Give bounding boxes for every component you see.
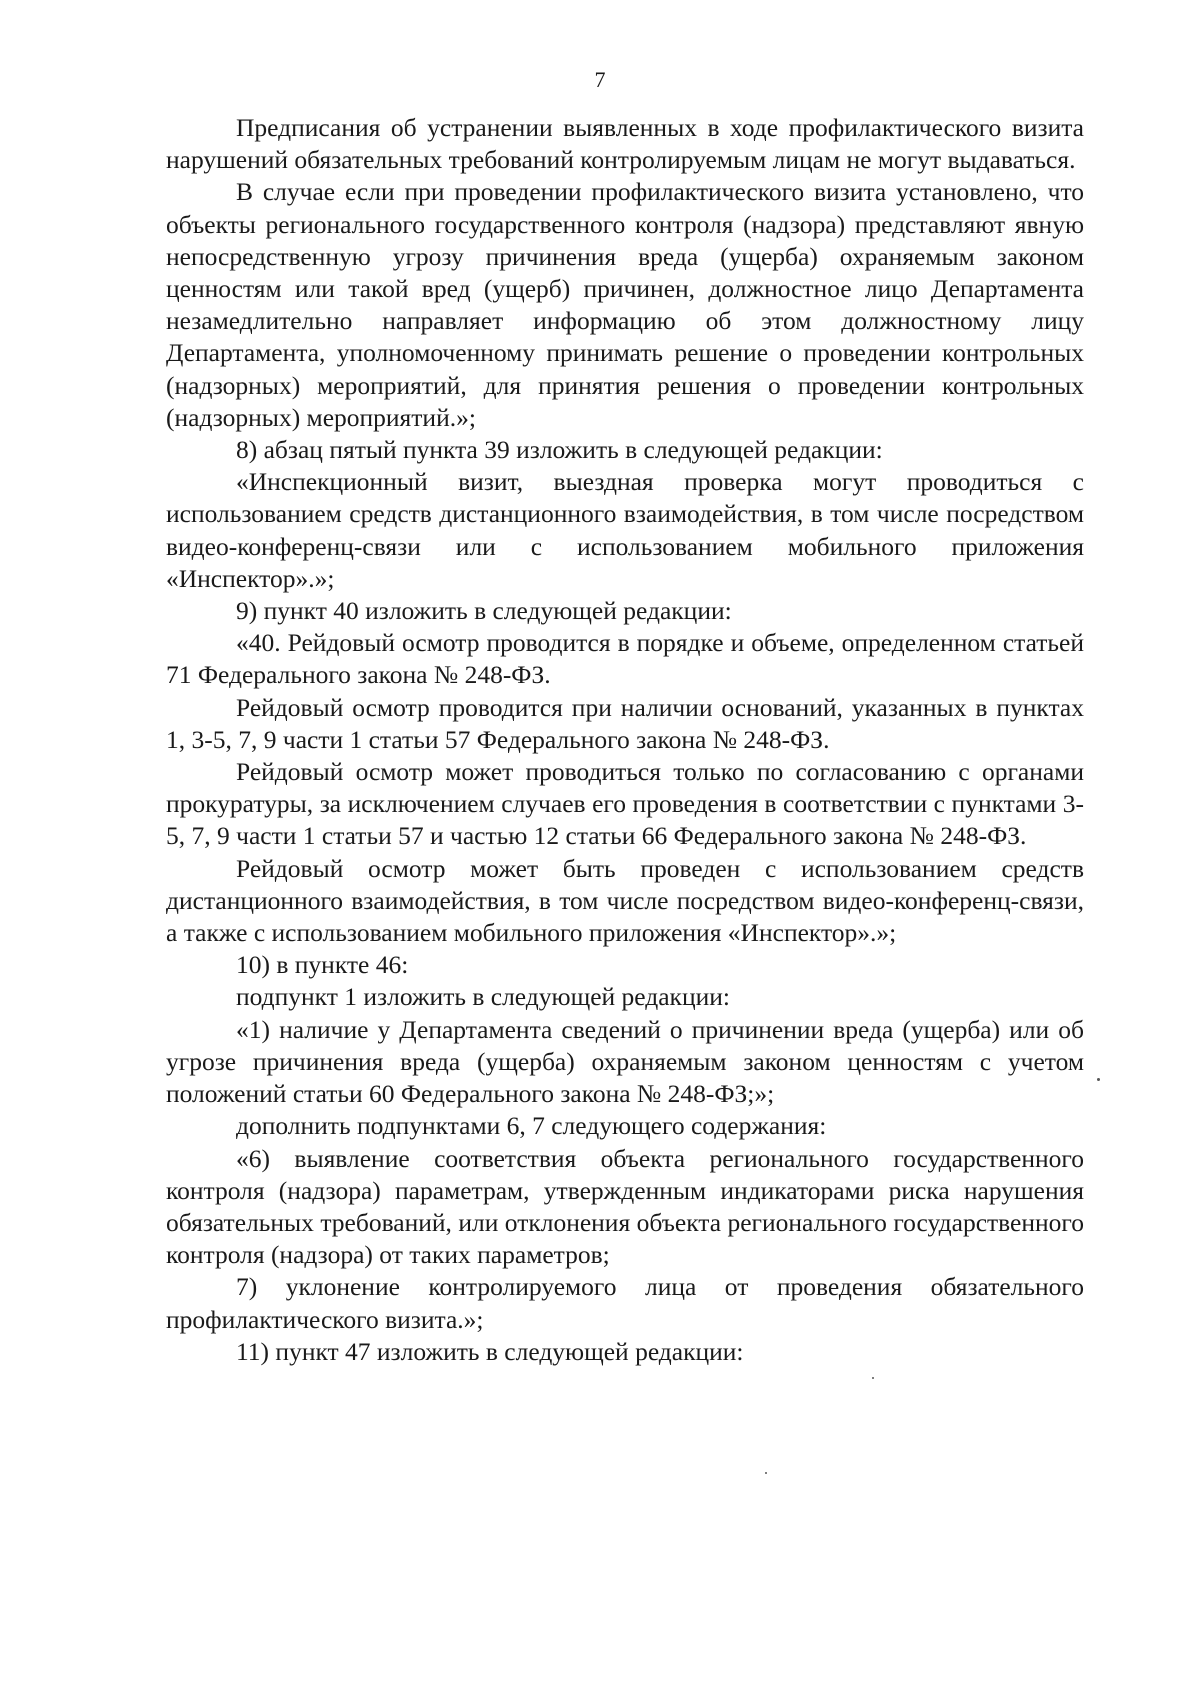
paragraph-inspection-visit: «Инспекционный визит, выездная проверка могут проводиться с использованием средств дистанционного взаимодействия, в том числе посредством видео-конференц-связи или с использованием мобильного приложения «Инспектор».»; <box>166 467 1084 593</box>
paragraph-subitem-1: «1) наличие у Департамента сведений о причинении вреда (ущерба) или об угрозе причинения вреда (ущерба) охраняемым законом ценностям с учетом положений статьи 60 Федерального закона № 248-ФЗ;»; <box>166 1014 1084 1109</box>
document-body <box>166 112 1084 1368</box>
scan-speck <box>765 1472 767 1474</box>
paragraph-item-11: 11) пункт 47 изложить в следующей редакции: <box>236 1336 744 1366</box>
paragraph-raid-grounds: Рейдовый осмотр проводится при наличии оснований, указанных в пунктах 1, 3-5, 7, 9 части 1 статьи 57 Федерального закона № 248-ФЗ. <box>166 692 1084 754</box>
scan-speck <box>1097 1078 1100 1081</box>
paragraph-prescriptions: Предписания об устранении выявленных в ходе профилактического визита нарушений обязательных требований контролируемым лицам не могут выдаваться. <box>166 113 1084 175</box>
paragraph-add-subitems: дополнить подпунктами 6, 7 следующего содержания: <box>236 1111 827 1141</box>
paragraph-subitem-1-intro: подпункт 1 изложить в следующей редакции: <box>236 982 730 1012</box>
paragraph-subitem-7: 7) уклонение контролируемого лица от проведения обязательного профилактического визита.»; <box>166 1272 1084 1334</box>
page-number: 7 <box>594 67 606 92</box>
paragraph-item-10: 10) в пункте 46: <box>236 950 409 980</box>
paragraph-item-8: 8) абзац пятый пункта 39 изложить в следующей редакции: <box>236 435 883 465</box>
scan-speck <box>872 1377 874 1379</box>
paragraph-raid-inspection-40: «40. Рейдовый осмотр проводится в порядке и объеме, определенном статьей 71 Федерального закона № 248-ФЗ. <box>166 628 1084 690</box>
paragraph-item-9: 9) пункт 40 изложить в следующей редакции: <box>236 596 732 626</box>
paragraph-raid-prosecutor: Рейдовый осмотр может проводиться только по согласованию с органами прокуратуры, за исключением случаев его проведения в соответствии с пунктами 3-5, 7, 9 части 1 статьи 57 и частью 12 статьи 66 Федерального закона № 248-ФЗ. <box>166 757 1084 851</box>
paragraph-subitem-6: «6) выявление соответствия объекта регионального государственного контроля (надзора) параметрам, утвержденным индикаторами риска нарушения обязательных требований, или отклонения объекта регионального государственного контроля (надзора) от таких параметров; <box>166 1143 1084 1270</box>
paragraph-raid-remote: Рейдовый осмотр может быть проведен с использованием средств дистанционного взаимодействия, в том числе посредством видео-конференц-связи, а также с использованием мобильного приложения «Инспектор».»; <box>166 853 1084 948</box>
paragraph-threat-case: В случае если при проведении профилактического визита установлено, что объекты регионального государственного контроля (надзора) представляют явную непосредственную угрозу причинения вреда (ущерба) охраняемым законом ценностям или такой вред (ущерб) причинен, должностное лицо Департамента незамедлительно направляет информацию об этом должностному лицу Департамента, уполномоченному принимать решение о проведении контрольных (надзорных) мероприятий, для принятия решения о проведении контрольных (надзорных) мероприятий.»; <box>166 177 1084 432</box>
